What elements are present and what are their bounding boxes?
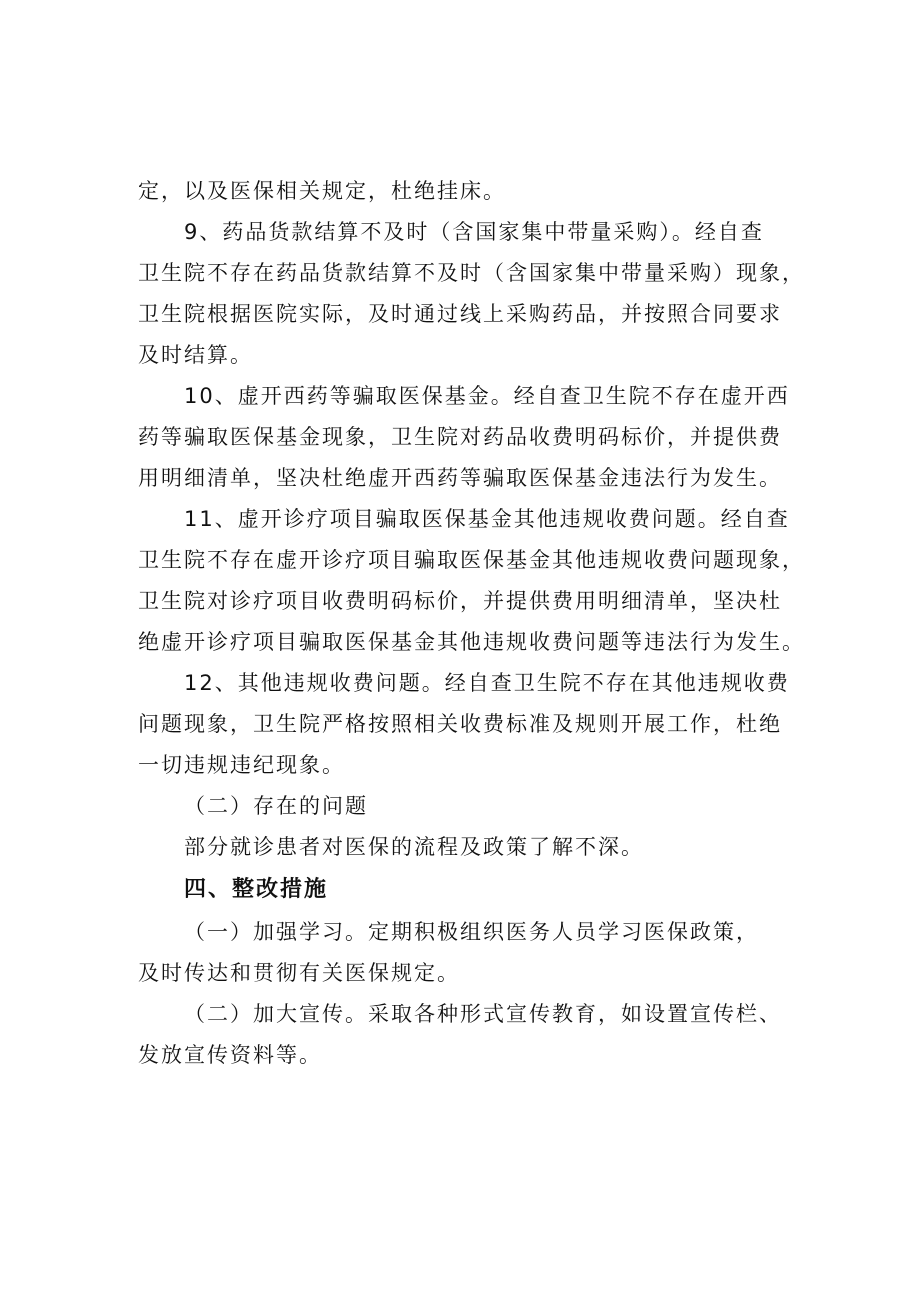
text-line: 部分就诊患者对医保的流程及政策了解不深。 bbox=[184, 835, 644, 859]
text-line: 用明细清单，坚决杜绝虚开西药等骗取医保基金违法行为发生。 bbox=[138, 466, 782, 490]
text-line: （一）加强学习。定期积极组织医务人员学习医保政策， bbox=[184, 920, 759, 944]
text-line: 定，以及医保相关规定，杜绝挂床。 bbox=[138, 179, 506, 203]
text-line: 发放宣传资料等。 bbox=[138, 1043, 322, 1067]
subsection-title-problems bbox=[138, 786, 802, 827]
text-line: 卫生院不存在药品货款结算不及时（含国家集中带量采购）现象， bbox=[138, 261, 805, 285]
document-body bbox=[138, 171, 805, 1076]
measure-study bbox=[138, 912, 802, 994]
text-line: 卫生院根据医院实际，及时通过线上采购药品，并按照合同要求 bbox=[138, 302, 782, 326]
text-line: 卫生院对诊疗项目收费明码标价，并提供费用明细清单，坚决杜 bbox=[138, 589, 782, 613]
text-line: 及时结算。 bbox=[138, 343, 253, 367]
text-line: 药等骗取医保基金现象，卫生院对药品收费明码标价，并提供费 bbox=[138, 425, 782, 449]
text-line: 9、药品货款结算不及时（含国家集中带量采购）。经自查 bbox=[184, 220, 764, 244]
text-line: （二）加大宣传。采取各种形式宣传教育，如设置宣传栏、 bbox=[184, 1002, 782, 1026]
paragraph-item-9 bbox=[138, 212, 805, 376]
text-line: 及时传达和贯彻有关医保规定。 bbox=[138, 961, 460, 985]
section-heading-rectification: 四、整改措施 bbox=[184, 877, 329, 902]
text-line: （二）存在的问题 bbox=[184, 794, 368, 818]
paragraph-continuation bbox=[138, 171, 802, 212]
paragraph-item-12 bbox=[138, 663, 802, 786]
text-line: 12、其他违规收费问题。经自查卫生院不存在其他违规收费 bbox=[184, 671, 790, 695]
text-line: 问题现象，卫生院严格按照相关收费标准及规则开展工作，杜绝 bbox=[138, 712, 782, 736]
text-line: 一切违规违纪现象。 bbox=[138, 753, 345, 777]
subsection-body-problems bbox=[138, 827, 802, 868]
text-line: 11、虚开诊疗项目骗取医保基金其他违规收费问题。经自查 bbox=[184, 507, 790, 531]
text-line: 10、虚开西药等骗取医保基金。经自查卫生院不存在虚开西 bbox=[184, 384, 790, 408]
measure-publicity bbox=[138, 994, 802, 1076]
text-line: 卫生院不存在虚开诊疗项目骗取医保基金其他违规收费问题现象， bbox=[138, 548, 805, 572]
paragraph-item-10 bbox=[138, 376, 802, 499]
text-line: 绝虚开诊疗项目骗取医保基金其他违规收费问题等违法行为发生。 bbox=[138, 630, 805, 654]
paragraph-item-11 bbox=[138, 499, 805, 663]
